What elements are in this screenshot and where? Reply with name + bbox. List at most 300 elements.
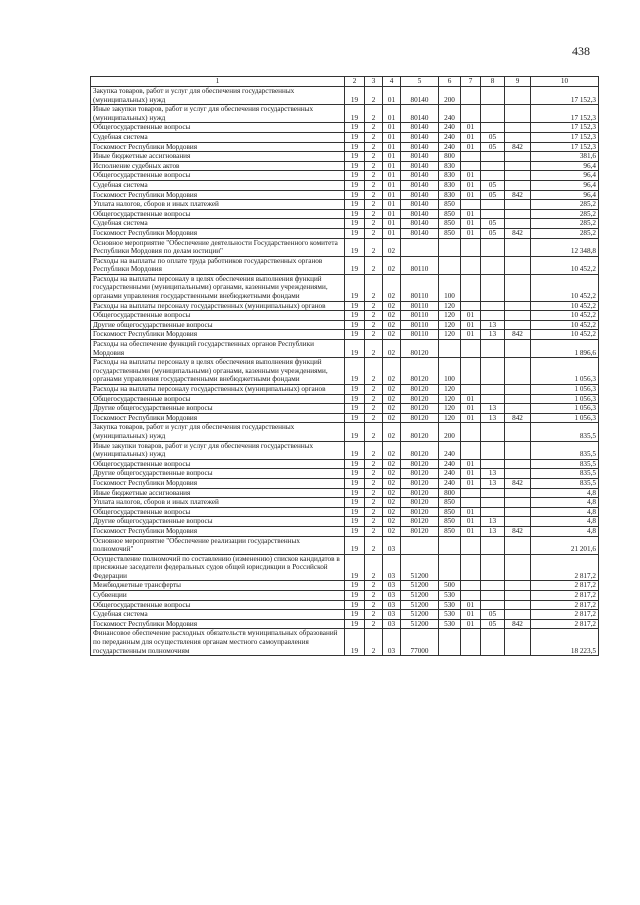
cell-code: 02	[383, 526, 401, 536]
cell-amount: 10 452,2	[531, 256, 599, 274]
cell-code: 01	[461, 394, 481, 404]
cell-amount: 96,4	[531, 180, 599, 190]
cell-code: 19	[345, 469, 365, 479]
cell-code	[401, 536, 439, 554]
cell-amount: 1 056,3	[531, 358, 599, 385]
cell-code: 80110	[401, 256, 439, 274]
cell-code: 13	[481, 517, 505, 527]
cell-code	[439, 629, 461, 656]
cell-code: 80110	[401, 301, 439, 311]
cell-code	[505, 600, 531, 610]
cell-code: 842	[505, 619, 531, 629]
cell-code: 19	[345, 152, 365, 162]
cell-code: 2	[365, 619, 383, 629]
table-row	[91, 478, 599, 488]
cell-code: 240	[439, 459, 461, 469]
cell-code: 842	[505, 330, 531, 340]
cell-code: 13	[481, 404, 505, 414]
cell-code	[505, 536, 531, 554]
cell-code: 2	[365, 219, 383, 229]
cell-code: 2	[365, 274, 383, 301]
cell-amount: 285,2	[531, 219, 599, 229]
cell-code: 80120	[401, 394, 439, 404]
table-row	[91, 404, 599, 414]
cell-code	[505, 132, 531, 142]
cell-code: 01	[461, 469, 481, 479]
cell-code: 240	[439, 441, 461, 459]
table-row	[91, 517, 599, 527]
cell-code	[481, 629, 505, 656]
cell-code: 120	[439, 404, 461, 414]
cell-code: 2	[365, 536, 383, 554]
cell-code: 02	[383, 340, 401, 358]
cell-code: 19	[345, 142, 365, 152]
column-header: 5	[401, 77, 439, 87]
cell-code: 01	[461, 330, 481, 340]
table-row	[91, 161, 599, 171]
cell-code: 2	[365, 87, 383, 105]
cell-code: 2	[365, 209, 383, 219]
cell-code	[461, 358, 481, 385]
table-row	[91, 507, 599, 517]
cell-code: 01	[383, 171, 401, 181]
cell-code	[481, 488, 505, 498]
cell-code	[461, 105, 481, 123]
cell-name: Госкомюст Республики Мордовия	[91, 190, 345, 200]
cell-code: 120	[439, 301, 461, 311]
cell-code: 19	[345, 340, 365, 358]
column-header: 3	[365, 77, 383, 87]
cell-code: 01	[461, 517, 481, 527]
cell-code: 05	[481, 619, 505, 629]
cell-code: 01	[461, 526, 481, 536]
cell-code: 2	[365, 498, 383, 508]
cell-code: 01	[383, 209, 401, 219]
cell-code: 2	[365, 320, 383, 330]
cell-code: 02	[383, 413, 401, 423]
cell-code: 240	[439, 105, 461, 123]
table-row	[91, 469, 599, 479]
table-row	[91, 581, 599, 591]
cell-code: 80140	[401, 190, 439, 200]
cell-code: 13	[481, 526, 505, 536]
cell-code: 530	[439, 591, 461, 601]
cell-code: 02	[383, 385, 401, 395]
column-header: 9	[505, 77, 531, 87]
cell-code	[461, 629, 481, 656]
cell-code	[505, 358, 531, 385]
cell-code: 500	[439, 581, 461, 591]
cell-code	[461, 274, 481, 301]
cell-code: 80140	[401, 152, 439, 162]
cell-code: 2	[365, 358, 383, 385]
cell-code: 19	[345, 238, 365, 256]
cell-amount: 4,8	[531, 498, 599, 508]
cell-code	[481, 311, 505, 321]
table-row	[91, 180, 599, 190]
cell-name: Другие общегосударственные вопросы	[91, 469, 345, 479]
cell-code	[461, 301, 481, 311]
cell-code	[481, 301, 505, 311]
cell-amount: 17 152,3	[531, 142, 599, 152]
cell-code: 19	[345, 358, 365, 385]
cell-code: 01	[383, 200, 401, 210]
table-row	[91, 385, 599, 395]
cell-code: 2	[365, 311, 383, 321]
cell-code	[481, 498, 505, 508]
cell-code	[505, 200, 531, 210]
cell-code	[505, 554, 531, 581]
column-header: 4	[383, 77, 401, 87]
cell-code	[505, 459, 531, 469]
cell-code: 01	[461, 600, 481, 610]
cell-code: 850	[439, 200, 461, 210]
cell-code: 2	[365, 488, 383, 498]
cell-code	[481, 600, 505, 610]
cell-code: 02	[383, 507, 401, 517]
cell-code: 51200	[401, 554, 439, 581]
cell-code: 530	[439, 610, 461, 620]
cell-code: 850	[439, 526, 461, 536]
cell-code: 100	[439, 274, 461, 301]
cell-code: 01	[461, 171, 481, 181]
cell-code: 01	[383, 180, 401, 190]
cell-name: Субвенции	[91, 591, 345, 601]
cell-code: 2	[365, 142, 383, 152]
cell-amount: 10 452,2	[531, 320, 599, 330]
cell-code	[461, 161, 481, 171]
table-row	[91, 536, 599, 554]
cell-code: 830	[439, 161, 461, 171]
cell-code: 80120	[401, 340, 439, 358]
table-row	[91, 87, 599, 105]
cell-code: 77000	[401, 629, 439, 656]
table-row	[91, 441, 599, 459]
cell-code: 240	[439, 123, 461, 133]
cell-code: 850	[439, 498, 461, 508]
cell-code	[505, 340, 531, 358]
page-number: 438	[572, 44, 590, 58]
cell-code: 02	[383, 404, 401, 414]
cell-code: 19	[345, 488, 365, 498]
cell-code	[505, 385, 531, 395]
cell-code	[505, 517, 531, 527]
cell-code: 80140	[401, 87, 439, 105]
cell-code: 02	[383, 478, 401, 488]
cell-code: 80140	[401, 228, 439, 238]
cell-code	[505, 610, 531, 620]
cell-code: 19	[345, 256, 365, 274]
cell-code	[481, 256, 505, 274]
cell-code: 800	[439, 488, 461, 498]
cell-name: Уплата налогов, сборов и иных платежей	[91, 498, 345, 508]
cell-name: Финансовое обеспечение расходных обязательств муниципальных образований по переданным для осуществления органам местного самоуправления государственным полномочиям	[91, 629, 345, 656]
cell-code: 19	[345, 517, 365, 527]
cell-code: 2	[365, 256, 383, 274]
cell-name: Расходы на выплаты персоналу государственных (муниципальных) органов	[91, 301, 345, 311]
cell-code: 200	[439, 87, 461, 105]
column-header: 2	[345, 77, 365, 87]
cell-code: 19	[345, 123, 365, 133]
cell-amount: 96,4	[531, 190, 599, 200]
cell-code: 19	[345, 385, 365, 395]
table-header-row	[91, 77, 599, 87]
column-header: 1	[91, 77, 345, 87]
cell-name: Иные бюджетные ассигнования	[91, 152, 345, 162]
cell-amount: 835,5	[531, 441, 599, 459]
cell-code: 01	[461, 610, 481, 620]
cell-code: 2	[365, 171, 383, 181]
cell-code: 80120	[401, 498, 439, 508]
cell-code	[505, 219, 531, 229]
cell-code: 19	[345, 610, 365, 620]
cell-code: 01	[461, 507, 481, 517]
table-row	[91, 256, 599, 274]
table-row	[91, 413, 599, 423]
cell-name: Расходы на обеспечение функций государственных органов Республики Мордовия	[91, 340, 345, 358]
cell-name: Расходы на выплаты персоналу в целях обеспечения выполнения функций государственными (муниципальными) органами, казенными учреждениями, органами управления государственными внебюджетными фондами	[91, 358, 345, 385]
cell-amount: 381,6	[531, 152, 599, 162]
table-row	[91, 459, 599, 469]
cell-code: 80110	[401, 274, 439, 301]
cell-code: 80140	[401, 105, 439, 123]
cell-code	[481, 459, 505, 469]
table-row	[91, 311, 599, 321]
cell-code: 01	[383, 142, 401, 152]
cell-code: 02	[383, 488, 401, 498]
cell-amount: 2 817,2	[531, 591, 599, 601]
cell-code	[481, 152, 505, 162]
table-row	[91, 330, 599, 340]
cell-code	[401, 238, 439, 256]
cell-code: 120	[439, 413, 461, 423]
cell-code: 13	[481, 478, 505, 488]
cell-name: Судебная система	[91, 180, 345, 190]
cell-code	[505, 507, 531, 517]
cell-code: 19	[345, 200, 365, 210]
cell-name: Общегосударственные вопросы	[91, 311, 345, 321]
cell-code: 19	[345, 171, 365, 181]
cell-code: 830	[439, 171, 461, 181]
cell-code	[505, 171, 531, 181]
cell-code	[481, 87, 505, 105]
table-row	[91, 132, 599, 142]
cell-name: Госкомюст Республики Мордовия	[91, 330, 345, 340]
cell-code	[481, 209, 505, 219]
cell-code	[505, 87, 531, 105]
cell-code: 19	[345, 105, 365, 123]
cell-code: 80120	[401, 517, 439, 527]
cell-code: 850	[439, 228, 461, 238]
cell-code	[461, 423, 481, 441]
cell-name: Межбюджетные трансферты	[91, 581, 345, 591]
table-row	[91, 219, 599, 229]
cell-code	[505, 581, 531, 591]
cell-amount: 1 056,3	[531, 404, 599, 414]
table-row	[91, 600, 599, 610]
cell-code: 2	[365, 330, 383, 340]
table-row	[91, 190, 599, 200]
cell-code: 2	[365, 581, 383, 591]
cell-code: 80140	[401, 132, 439, 142]
cell-code: 120	[439, 385, 461, 395]
cell-code	[505, 469, 531, 479]
cell-code: 01	[383, 105, 401, 123]
cell-code: 120	[439, 311, 461, 321]
table-row	[91, 105, 599, 123]
cell-amount: 2 817,2	[531, 554, 599, 581]
cell-code: 2	[365, 180, 383, 190]
cell-code: 19	[345, 394, 365, 404]
table-row	[91, 591, 599, 601]
cell-code: 19	[345, 404, 365, 414]
cell-code: 05	[481, 132, 505, 142]
cell-code: 13	[481, 320, 505, 330]
cell-code: 02	[383, 394, 401, 404]
cell-code: 80120	[401, 507, 439, 517]
column-header: 7	[461, 77, 481, 87]
cell-code: 19	[345, 320, 365, 330]
cell-code: 240	[439, 469, 461, 479]
cell-code: 830	[439, 180, 461, 190]
cell-code: 05	[481, 190, 505, 200]
cell-name: Общегосударственные вопросы	[91, 171, 345, 181]
cell-amount: 12 348,8	[531, 238, 599, 256]
cell-code: 842	[505, 190, 531, 200]
cell-code: 80140	[401, 209, 439, 219]
table-row	[91, 394, 599, 404]
table-row	[91, 171, 599, 181]
cell-code: 02	[383, 301, 401, 311]
cell-code: 2	[365, 526, 383, 536]
cell-code: 2	[365, 340, 383, 358]
cell-code: 01	[461, 228, 481, 238]
cell-code	[505, 394, 531, 404]
cell-code	[461, 488, 481, 498]
cell-code: 03	[383, 619, 401, 629]
cell-code: 02	[383, 469, 401, 479]
cell-code	[461, 554, 481, 581]
cell-code: 120	[439, 394, 461, 404]
cell-amount: 285,2	[531, 209, 599, 219]
table-row	[91, 619, 599, 629]
cell-name: Судебная система	[91, 610, 345, 620]
cell-code: 80120	[401, 478, 439, 488]
cell-code: 01	[461, 142, 481, 152]
cell-code: 03	[383, 536, 401, 554]
table-row	[91, 526, 599, 536]
cell-code	[481, 123, 505, 133]
cell-code: 03	[383, 610, 401, 620]
cell-code	[505, 320, 531, 330]
table-row	[91, 488, 599, 498]
cell-code: 19	[345, 311, 365, 321]
cell-code: 13	[481, 330, 505, 340]
cell-amount: 1 056,3	[531, 413, 599, 423]
cell-name: Общегосударственные вопросы	[91, 123, 345, 133]
column-header: 8	[481, 77, 505, 87]
cell-code: 02	[383, 441, 401, 459]
cell-amount: 21 201,6	[531, 536, 599, 554]
cell-code: 03	[383, 600, 401, 610]
cell-code	[481, 507, 505, 517]
cell-code	[439, 238, 461, 256]
cell-code: 19	[345, 330, 365, 340]
cell-code: 05	[481, 219, 505, 229]
cell-code	[481, 358, 505, 385]
cell-code: 2	[365, 591, 383, 601]
cell-code: 02	[383, 423, 401, 441]
cell-code: 2	[365, 459, 383, 469]
cell-name: Общегосударственные вопросы	[91, 600, 345, 610]
cell-code	[461, 256, 481, 274]
cell-code: 80110	[401, 330, 439, 340]
cell-code: 2	[365, 441, 383, 459]
cell-code: 842	[505, 478, 531, 488]
cell-amount: 96,4	[531, 171, 599, 181]
cell-code: 19	[345, 507, 365, 517]
cell-code: 01	[461, 311, 481, 321]
cell-name: Общегосударственные вопросы	[91, 394, 345, 404]
table-row	[91, 152, 599, 162]
cell-code: 850	[439, 209, 461, 219]
cell-code: 2	[365, 152, 383, 162]
cell-code: 80120	[401, 441, 439, 459]
table-row	[91, 142, 599, 152]
cell-code: 19	[345, 180, 365, 190]
table-row	[91, 610, 599, 620]
cell-code	[505, 238, 531, 256]
cell-name: Госкомюст Республики Мордовия	[91, 526, 345, 536]
cell-code: 01	[461, 219, 481, 229]
cell-code: 2	[365, 629, 383, 656]
cell-code: 05	[481, 142, 505, 152]
cell-code	[481, 161, 505, 171]
cell-code: 01	[383, 219, 401, 229]
cell-amount: 835,5	[531, 423, 599, 441]
cell-code	[439, 536, 461, 554]
cell-name: Основное мероприятие "Обеспечение деятельности Государственного комитета Республики Мордовия по делам юстиции"	[91, 238, 345, 256]
cell-code: 2	[365, 469, 383, 479]
table-row	[91, 274, 599, 301]
cell-name: Осуществление полномочий по составлению (изменению) списков кандидатов в присяжные заседатели федеральных судов общей юрисдикции в Российской Федерации	[91, 554, 345, 581]
cell-code: 80120	[401, 459, 439, 469]
cell-code: 80140	[401, 142, 439, 152]
table-row	[91, 209, 599, 219]
cell-code: 2	[365, 423, 383, 441]
cell-code: 51200	[401, 600, 439, 610]
cell-code: 19	[345, 132, 365, 142]
cell-amount: 1 056,3	[531, 394, 599, 404]
cell-code: 02	[383, 311, 401, 321]
cell-code: 13	[481, 413, 505, 423]
cell-code: 80120	[401, 488, 439, 498]
cell-code: 80110	[401, 311, 439, 321]
cell-code: 2	[365, 610, 383, 620]
cell-code	[505, 488, 531, 498]
cell-code	[481, 554, 505, 581]
cell-code: 02	[383, 517, 401, 527]
cell-code	[461, 87, 481, 105]
cell-code: 05	[481, 180, 505, 190]
cell-name: Общегосударственные вопросы	[91, 507, 345, 517]
cell-code: 03	[383, 591, 401, 601]
cell-code: 01	[461, 209, 481, 219]
cell-code: 01	[461, 132, 481, 142]
cell-code: 240	[439, 132, 461, 142]
cell-code: 51200	[401, 581, 439, 591]
cell-code: 80120	[401, 526, 439, 536]
